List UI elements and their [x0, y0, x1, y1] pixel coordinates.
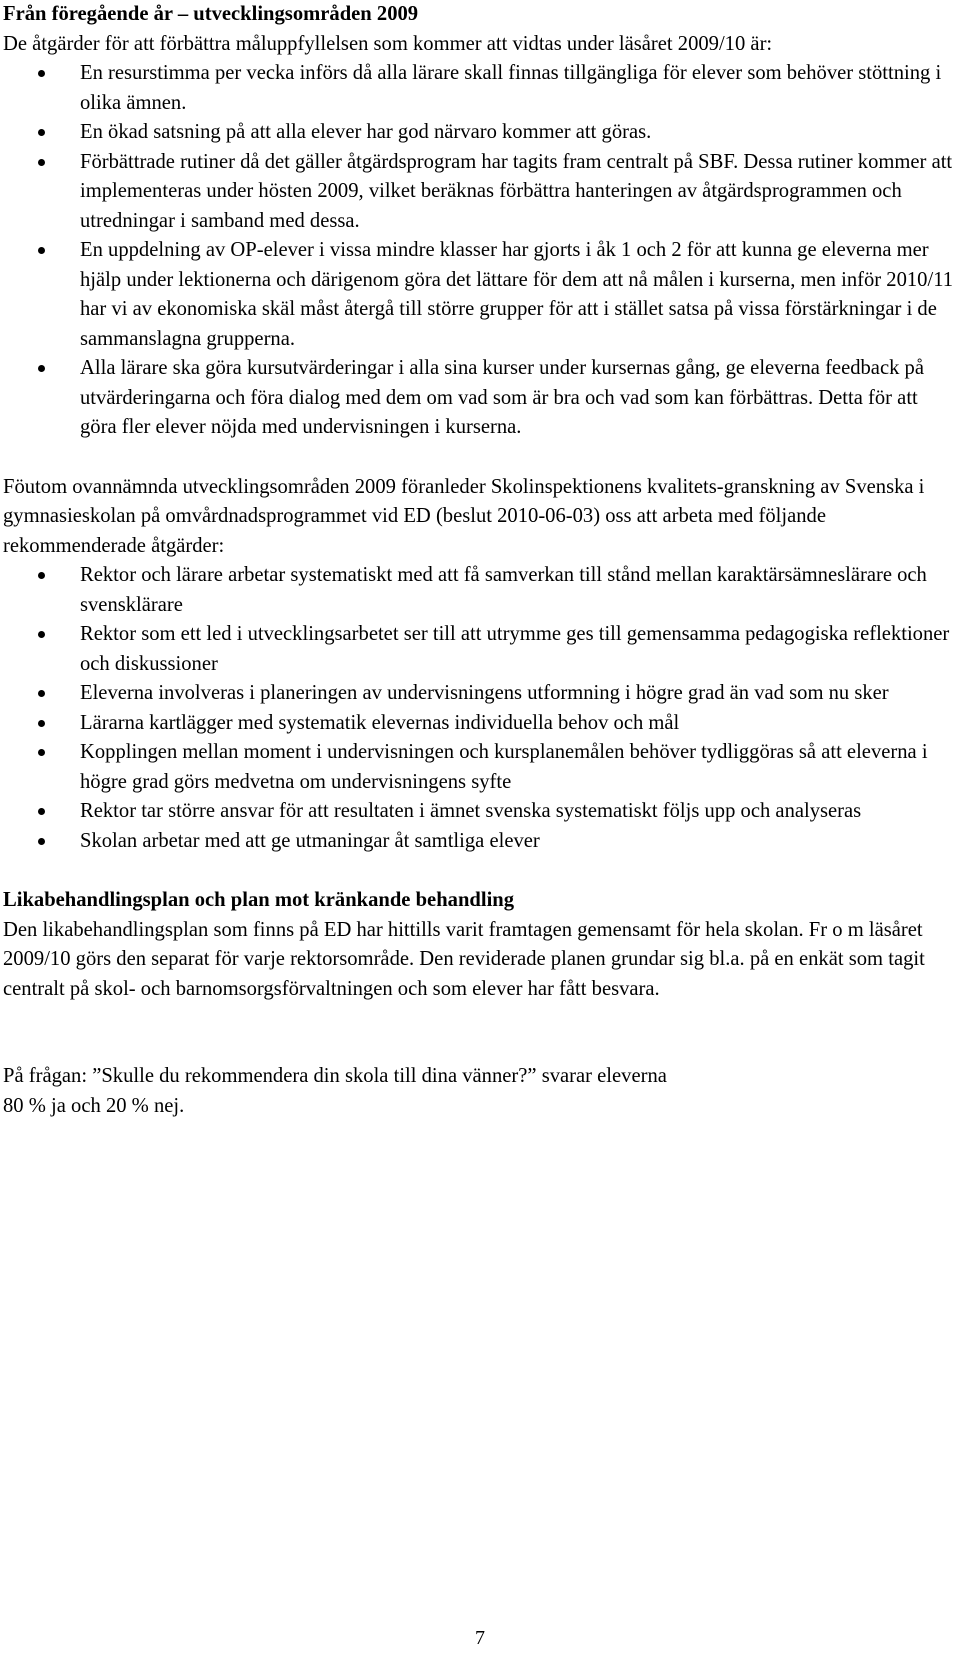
section-heading-equal-treatment: Likabehandlingsplan och plan mot kränkande behandling [3, 889, 515, 911]
document-page [3, 0, 955, 1121]
section-inspection-recommendations [3, 473, 955, 857]
inspection-paragraph: Föutom ovannämnda utvecklingsområden 2009 föranleder Skolinspektionens kvalitets-granskning av Svenska i gymnasieskolan på omvårdnadsprogrammet vid ED (beslut 2010-06-03) oss att arbeta med följande rekommenderade åtgärder: [3, 475, 925, 557]
section-survey-result [3, 1062, 955, 1121]
list-item: Lärarna kartlägger med systematik elevernas individuella behov och mål [3, 709, 955, 739]
equal-treatment-paragraph: Den likabehandlingsplan som finns på ED har hittills varit framtagen gemensamt för hela skolan. Fr o m läsåret 2009/10 görs den separat för varje rektorsområde. Den reviderade planen grundar sig bl.a. på en enkät som tagit centralt på skol- och barnomsorgsförvaltningen och som elever har fått besvara. [3, 918, 925, 1000]
recommended-measures-list [3, 561, 955, 856]
list-item: Rektor tar större ansvar för att resultaten i ämnet svenska systematiskt följs upp och analyseras [3, 797, 955, 827]
list-item: Eleverna involveras i planeringen av undervisningens utformning i högre grad än vad som nu sker [3, 679, 955, 709]
list-item: Rektor och lärare arbetar systematiskt med att få samverkan till stånd mellan karaktärsämneslärare och svensklärare [3, 561, 955, 620]
list-item: Rektor som ett led i utvecklingsarbetet ser till att utrymme ges till gemensamma pedagogiska reflektioner och diskussioner [3, 620, 955, 679]
list-item: Skolan arbetar med att ge utmaningar åt samtliga elever [3, 827, 955, 857]
list-item: Förbättrade rutiner då det gäller åtgärdsprogram har tagits fram centralt på SBF. Dessa rutiner kommer att implementeras under hösten 2009, vilket beräknas förbättra hanteringen av åtgärdsprogrammen och utredningar i samband med dessa. [3, 148, 955, 237]
development-measures-list [3, 59, 955, 443]
survey-question: På frågan: ”Skulle du rekommendera din skola till dina vänner?” svarar eleverna [3, 1065, 667, 1087]
page-number: 7 [475, 1627, 485, 1649]
list-item: En uppdelning av OP-elever i vissa mindre klasser har gjorts i åk 1 och 2 för att kunna ge eleverna mer hjälp under lektionerna och därigenom göra det lättare för dem att nå målen i kurserna, men inför 2010/11 har vi av ekonomiska skäl måst återgå till större grupper för att i stället satsa på vissa förstärkningar i de sammanslagna grupperna. [3, 236, 955, 354]
list-item: En ökad satsning på att alla elever har god närvaro kommer att göras. [3, 118, 955, 148]
section-development-areas [3, 0, 955, 443]
section-equal-treatment-plan [3, 886, 955, 1004]
survey-answer: 80 % ja och 20 % nej. [3, 1094, 185, 1117]
intro-paragraph: De åtgärder för att förbättra måluppfyllelsen som kommer att vidtas under läsåret 2009/10 är: [3, 32, 773, 55]
list-item: Kopplingen mellan moment i undervisningen och kursplanemålen behöver tydliggöras så att eleverna i högre grad görs medvetna om undervisningens syfte [3, 738, 955, 797]
list-item: En resurstimma per vecka införs då alla lärare skall finnas tillgängliga för elever som behöver stöttning i olika ämnen. [3, 59, 955, 118]
list-item: Alla lärare ska göra kursutvärderingar i alla sina kurser under kursernas gång, ge eleverna feedback på utvärderingarna och föra dialog med dem om vad som är bra och vad som kan förbättras. Detta för att göra fler elever nöjda med undervisningen i kurserna. [3, 354, 955, 443]
section-heading-development-areas: Från föregående år – utvecklingsområden 2009 [3, 3, 419, 25]
